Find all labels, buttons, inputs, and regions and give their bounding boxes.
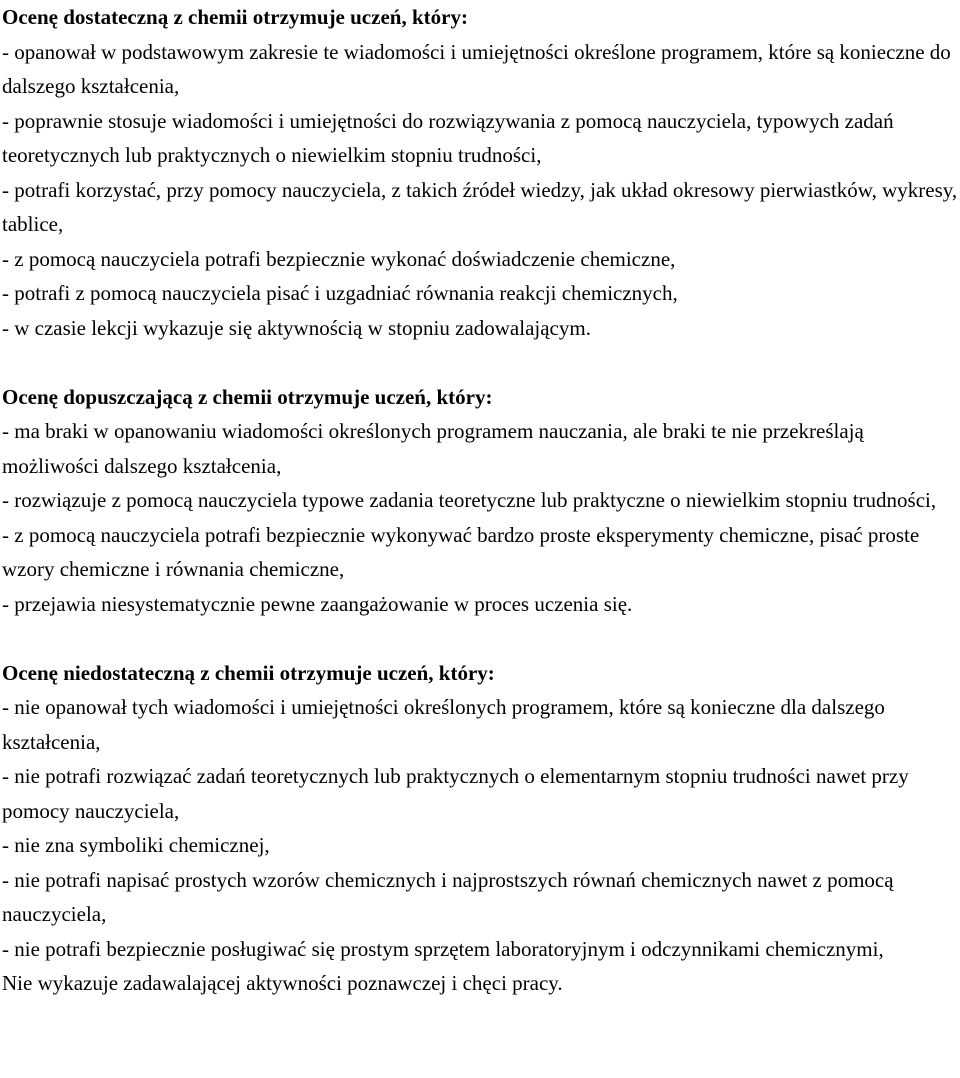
criteria-item: - nie potrafi rozwiązać zadań teoretycznych lub praktycznych o elementarnym stopniu trudności nawet przy pomocy nauczyciela,	[2, 764, 909, 823]
criteria-item: - przejawia niesystematycznie pewne zaangażowanie w proces uczenia się.	[2, 591, 633, 616]
criteria-item: - poprawnie stosuje wiadomości i umiejętności do rozwiązywania z pomocą nauczyciela, typowych zadań teoretycznych lub praktycznych o niewielkim stopniu trudności,	[2, 108, 894, 167]
section-grade-niedostateczna	[2, 656, 960, 1001]
section-heading: Ocenę niedostateczną z chemii otrzymuje uczeń, który:	[2, 660, 495, 685]
criteria-item: - rozwiązuje z pomocą nauczyciela typowe zadania teoretyczne lub praktyczne o niewielkim stopniu trudności,	[2, 488, 937, 512]
criteria-item: - z pomocą nauczyciela potrafi bezpiecznie wykonać doświadczenie chemiczne,	[2, 246, 676, 271]
criteria-item: Nie wykazuje zadawalającej aktywności poznawczej i chęci pracy.	[2, 971, 563, 995]
criteria-item: - ma braki w opanowaniu wiadomości określonych programem nauczania, ale braki te nie przekreślają możliwości dalszego kształcenia,	[2, 419, 864, 478]
criteria-item: - nie opanował tych wiadomości i umiejętności określonych programem, które są konieczne dla dalszego kształcenia,	[2, 695, 885, 754]
criteria-item: - z pomocą nauczyciela potrafi bezpiecznie wykonywać bardzo proste eksperymenty chemiczne, pisać proste wzory chemiczne i równania chemiczne,	[2, 522, 920, 581]
criteria-item: - potrafi z pomocą nauczyciela pisać i uzgadniać równania reakcji chemicznych,	[2, 281, 678, 305]
criteria-item: - w czasie lekcji wykazuje się aktywnością w stopniu zadowalającym.	[2, 315, 591, 340]
section-grade-dostateczna	[2, 0, 960, 345]
criteria-item: - potrafi korzystać, przy pomocy nauczyciela, z takich źródeł wiedzy, jak układ okresowy pierwiastków, wykresy, tablice,	[2, 177, 958, 236]
criteria-item: - nie potrafi napisać prostych wzorów chemicznych i najprostszych równań chemicznych nawet z pomocą nauczyciela,	[2, 867, 894, 926]
criteria-item: - opanował w podstawowym zakresie te wiadomości i umiejętności określone programem, które są konieczne do dalszego kształcenia,	[2, 39, 951, 98]
section-grade-dopuszczajaca	[2, 380, 960, 622]
criteria-item: - nie zna symboliki chemicznej,	[2, 833, 270, 857]
criteria-item: - nie potrafi bezpiecznie posługiwać się prostym sprzętem laboratoryjnym i odczynnikami chemicznymi,	[2, 936, 884, 961]
section-heading: Ocenę dostateczną z chemii otrzymuje uczeń, który:	[2, 5, 468, 29]
section-heading: Ocenę dopuszczającą z chemii otrzymuje uczeń, który:	[2, 384, 493, 409]
